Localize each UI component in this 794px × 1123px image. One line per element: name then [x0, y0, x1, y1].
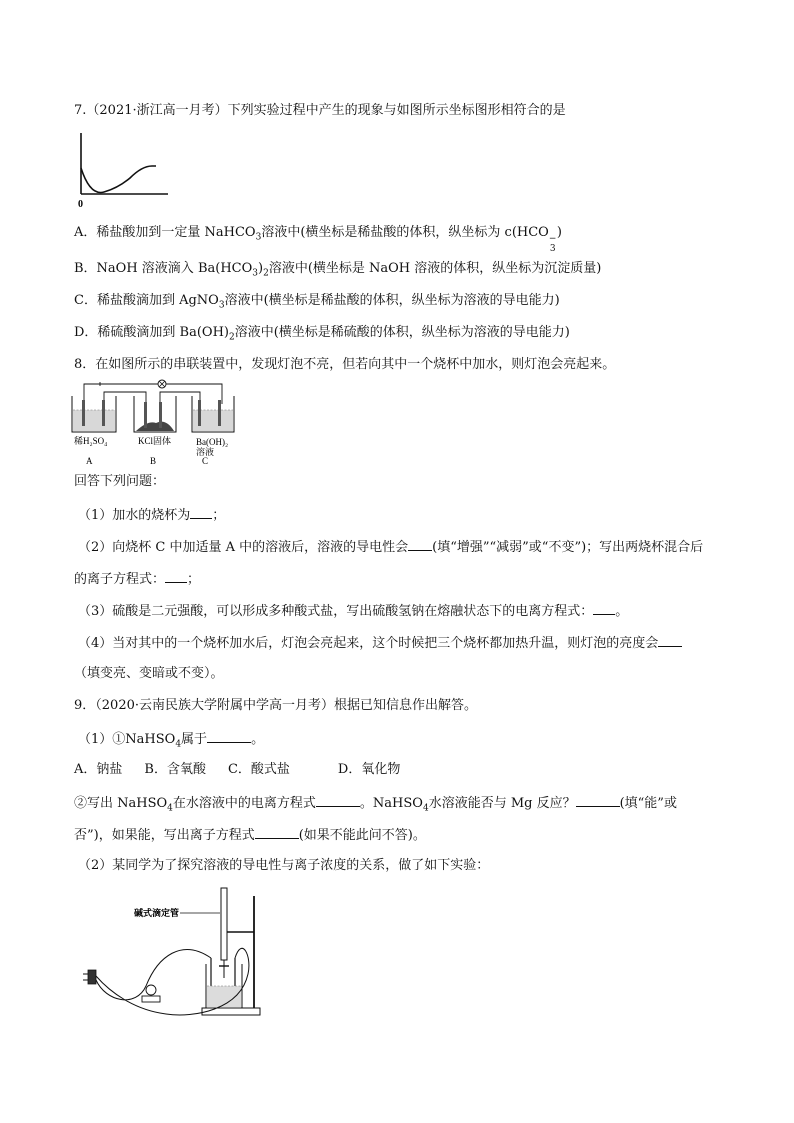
burette-label: 碱式滴定管 [134, 908, 180, 918]
beaker-b-label: KCl固体 [138, 436, 172, 446]
q9-stem: 9．（2020·云南民族大学附属中学高一月考）根据已知信息作出解答。 [74, 698, 477, 713]
q9-part-1-2-cont: 否”)，如果能，写出离子方程式 (如果不能此问不答)。 [74, 825, 426, 845]
q9-option-c: C．酸式盐 [227, 762, 290, 777]
q7-origin-label: 0 [78, 199, 83, 210]
q7-option-a: A．稀盐酸加到一定量 NaHCO$_3$溶液中(横坐标是稀盐酸的体积，纵坐标为 c(HCO − 3 ) [74, 225, 562, 254]
q7-option-d: D．稀硫酸滴加到 $Ba(OH)_2$溶液中(横坐标是稀硫酸的体积，纵坐标为溶液的导电能力) [74, 325, 570, 343]
q8-stem: 8．在如图所示的串联装置中，发现灯泡不亮，但若向其中一个烧杯中加水，则灯泡会亮起来。 [74, 357, 616, 372]
q7-graph [70, 130, 180, 210]
q9-option-d: D．氧化物 [337, 762, 401, 777]
q9-part-2: （2）某同学为了探究溶液的导电性与离子浓度的关系，做了如下实验： [78, 858, 490, 873]
q9-options [74, 761, 400, 779]
plug-icon [88, 970, 96, 984]
q9-titration-figure [82, 886, 272, 1038]
beaker-c-label: Ba(OH)₂ [196, 437, 229, 447]
lamp-icon [146, 985, 156, 995]
q7-stem: 7.（2021·浙江高一月考）下列实验过程中产生的现象与如图所示坐标图形相符合的是 [74, 103, 566, 118]
q8-circuit-figure [68, 378, 238, 468]
beaker-c-label-2: 溶液 [196, 447, 215, 457]
q8-part-2-cont: 的离子方程式： ； [74, 569, 200, 589]
beaker-c-letter: C [202, 456, 209, 466]
q8-answer-intro: 回答下列问题： [74, 474, 166, 489]
q9-option-b: B．含氧酸 [144, 762, 206, 777]
q8-part-4: （4）当对其中的一个烧杯加水后，灯泡会亮起来，这个时候把三个烧杯都加热升温，则灯泡的亮度会 [78, 633, 682, 653]
beaker-a-letter: A [86, 456, 93, 466]
beaker-b-letter: B [150, 456, 157, 466]
q9-part-1: （1）①NaHSO$_4$属于 。 [78, 729, 264, 754]
q9-option-a: A．钠盐 [74, 762, 123, 777]
beaker-a-label: 稀H₂SO₄ [74, 436, 108, 446]
q9-part-1-2: ②写出 NaHSO$_4$在水溶液中的电离方程式 。NaHSO$_4$水溶液能否与 Mg 反应？ (填“能”或 [74, 793, 677, 818]
q8-part-3: （3）硫酸是二元强酸，可以形成多种酸式盐，写出硫酸氢钠在熔融状态下的电离方程式： 。 [78, 601, 628, 621]
q8-part-4-cont: （填变亮、变暗或不变）。 [74, 666, 224, 681]
q8-part-2: （2）向烧杯 C 中加适量 A 中的溶液后，溶液的导电性会 (填“增强”“减弱”或“不变”)；写出两烧杯混合后 [78, 537, 703, 557]
q7-option-b: B．NaOH 溶液滴入 $Ba(HCO_3)_2$溶液中(横坐标是 NaOH 溶液的体积，纵坐标为沉淀质量) [74, 261, 602, 279]
q7-option-c: C．稀盐酸滴加到 AgNO$_3$溶液中(横坐标是稀盐酸的体积，纵坐标为溶液的导电能力) [74, 293, 560, 311]
q8-part-1: （1）加水的烧杯为 ； [78, 505, 225, 525]
